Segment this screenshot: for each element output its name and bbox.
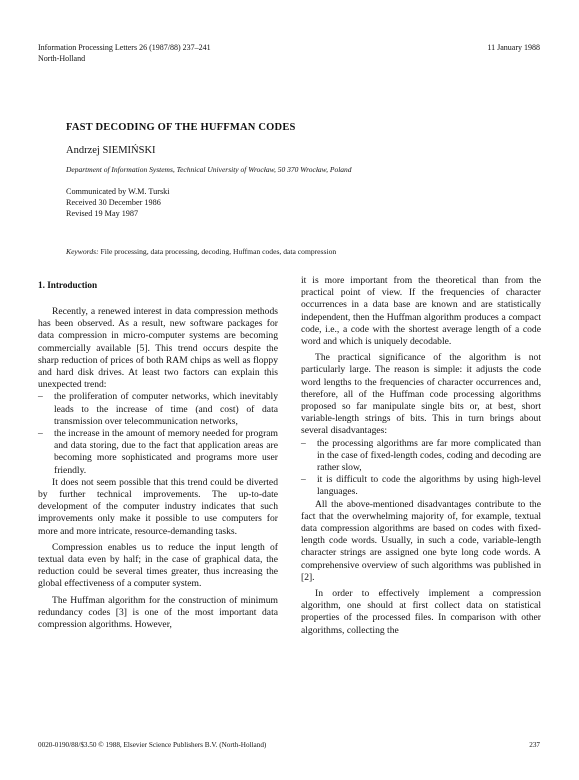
bullet-list [38,391,278,476]
paragraph: it is more important from the theoretical than from the practical point of view. If the frequencies of character occurrences in a data base are known and are statistically independent, then the Huffman algorithm produces a compact code, i.e., a code with the shortest average length of a code word and which is uniquely decodable. [301,275,541,348]
list-item [38,391,278,428]
journal-citation: Information Processing Letters 26 (1987/88) 237–241 [38,43,211,52]
dash-marker: – [38,428,43,440]
journal-header [38,42,211,64]
list-item [301,438,541,475]
article-title: FAST DECODING OF THE HUFFMAN CODES [66,122,296,133]
list-item [301,474,541,498]
communicated-by: Communicated by W.M. Turski [66,187,170,196]
paragraph: Recently, a renewed interest in data compression methods has been observed. As a result, new software packages for data compression in micro-computer systems are becoming commercially available [5]. This trend occurs despite the sharp reduction of prices of both RAM chips as well as floppy and hard disk drives. At least two factors can explain this unexpected trend: [38,306,278,391]
keywords-label: Keywords: [66,247,99,256]
keywords-text: File processing, data processing, decoding, Huffman codes, data compression [100,247,337,256]
list-item [38,428,278,477]
list-item-text: the proliferation of computer networks, which inevitably leads to the increase of time (and cost) of data transmission over telecommunication networks, [54,391,278,427]
bullet-list [301,438,541,499]
keywords-line [66,247,336,256]
section-heading: 1. Introduction [38,280,98,290]
paragraph: Compression enables us to reduce the input length of textual data even by half; in the case of graphical data, the reduction could be several times greater, thus increasing the global effectiveness of a computer system. [38,541,278,590]
left-column [38,306,278,631]
issue-date: 11 January 1988 [487,43,540,52]
paragraph: The Huffman algorithm for the construction of minimum redundancy codes [3] is one of the most important data compression algorithms. However, [38,594,278,631]
paragraph: The practical significance of the algorithm is not particularly large. The reason is simple: it adjusts the code word lengths to the frequencies of character occurrences and, therefore, all of the Huffman code processing algorithms proposed so far manipulate single bits or, at best, short variable-length strings of bits. This in turn brings about several disadvantages: [301,352,541,437]
received-date: Received 30 December 1986 [66,198,161,207]
author-affiliation: Department of Information Systems, Technical University of Wrocław, 50 370 Wrocław, Poland [66,165,352,174]
dash-marker: – [38,391,43,403]
paragraph: In order to effectively implement a compression algorithm, one should at first collect data on statistical properties of the processed files. In comparison with other algorithms, collecting the [301,588,541,636]
author-name: Andrzej SIEMIŃSKI [66,145,156,156]
revised-date: Revised 19 May 1987 [66,209,139,218]
publisher: North-Holland [38,54,86,63]
article-history [66,186,170,219]
paragraph: It does not seem possible that this trend could be diverted by further technical improvements. The up-to-date development of the computer industry indicates that such improvements only make it possible to use computers for more and more intricate, resource-demanding tasks. [38,476,278,537]
list-item-text: the processing algorithms are far more complicated than in the case of fixed-length codes, coding and decoding are rather slow, [317,437,541,474]
list-item-text: the increase in the amount of memory needed for program and data storing, due to the fact that application areas are becoming more sophisticated and programs more user friendly. [54,428,278,476]
dash-marker: – [301,437,306,449]
copyright-line: 0020-0190/88/$3.50 © 1988, Elsevier Science Publishers B.V. (North-Holland) [38,741,267,749]
list-item-text: it is difficult to code the algorithms by using high-level languages. [317,474,541,498]
dash-marker: – [301,474,306,486]
page-number: 237 [529,741,540,749]
paragraph: All the above-mentioned disadvantages contribute to the fact that the overwhelming majority of, for example, textual data compression algorithms are based on codes with fixed-length code words. Usually, in such a code, variable-length character strings are assigned one byte long code words. A comprehensive overview of such algorithms was published in [2]. [301,498,541,583]
right-column [301,275,541,637]
